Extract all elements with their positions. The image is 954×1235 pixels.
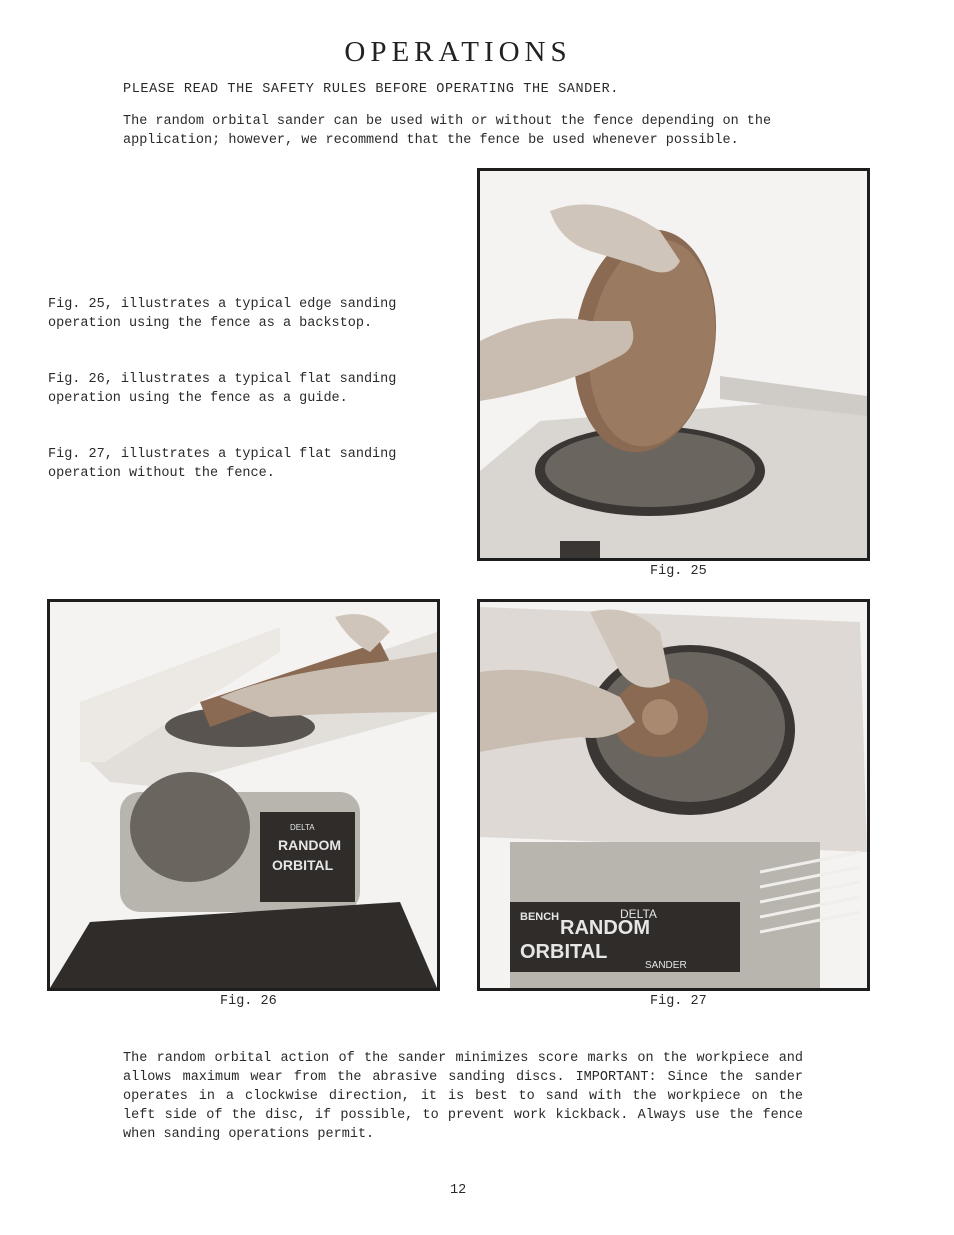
closing-paragraph: The random orbital action of the sander minimizes score marks on the workpiece and allows maximum wear from the abrasive sanding discs. IMPORTANT: Since the sander operates in a clockwise direction, it is best to sand with the workpiece on the left side of the disc, if possible, to prevent work kickback. Always use the fence when sanding operations permit. bbox=[123, 1051, 803, 1142]
fig27-label-line2: ORBITAL bbox=[520, 941, 608, 963]
fig26-caption: Fig. 26 bbox=[220, 994, 277, 1009]
fig26-photo bbox=[47, 599, 440, 991]
fig27-label-line0: BENCH bbox=[520, 911, 560, 923]
fig25-photo bbox=[477, 168, 870, 561]
fig26-label-line2: ORBITAL bbox=[272, 857, 334, 873]
fig27-photo bbox=[477, 599, 870, 991]
fig27-description: Fig. 27, illustrates a typical flat sanding operation without the fence. bbox=[48, 447, 397, 481]
fig25-illustration bbox=[480, 171, 867, 558]
fig27-label-line3: SANDER bbox=[645, 960, 687, 971]
fig26-illustration bbox=[50, 602, 437, 988]
fig26-label-line1: RANDOM bbox=[278, 837, 341, 853]
fig27-illustration bbox=[480, 602, 867, 988]
intro-paragraph: The random orbital sander can be used with or without the fence depending on the application; however, we recommend that the fence be used whenever possible. bbox=[123, 114, 772, 148]
fig26-description: Fig. 26, illustrates a typical flat sanding operation using the fence as a guide. bbox=[48, 372, 397, 406]
fig27-label-line1: RANDOM bbox=[560, 917, 650, 939]
page-title: OPERATIONS bbox=[344, 36, 572, 68]
fig25-caption: Fig. 25 bbox=[650, 564, 707, 579]
page-number: 12 bbox=[450, 1183, 467, 1198]
fig26-brand: DELTA bbox=[290, 823, 315, 832]
safety-notice: PLEASE READ THE SAFETY RULES BEFORE OPERATING THE SANDER. bbox=[123, 82, 619, 97]
fig25-description: Fig. 25, illustrates a typical edge sanding operation using the fence as a backstop. bbox=[48, 297, 397, 331]
fig27-brand: DELTA bbox=[620, 907, 657, 921]
fig27-caption: Fig. 27 bbox=[650, 994, 707, 1009]
